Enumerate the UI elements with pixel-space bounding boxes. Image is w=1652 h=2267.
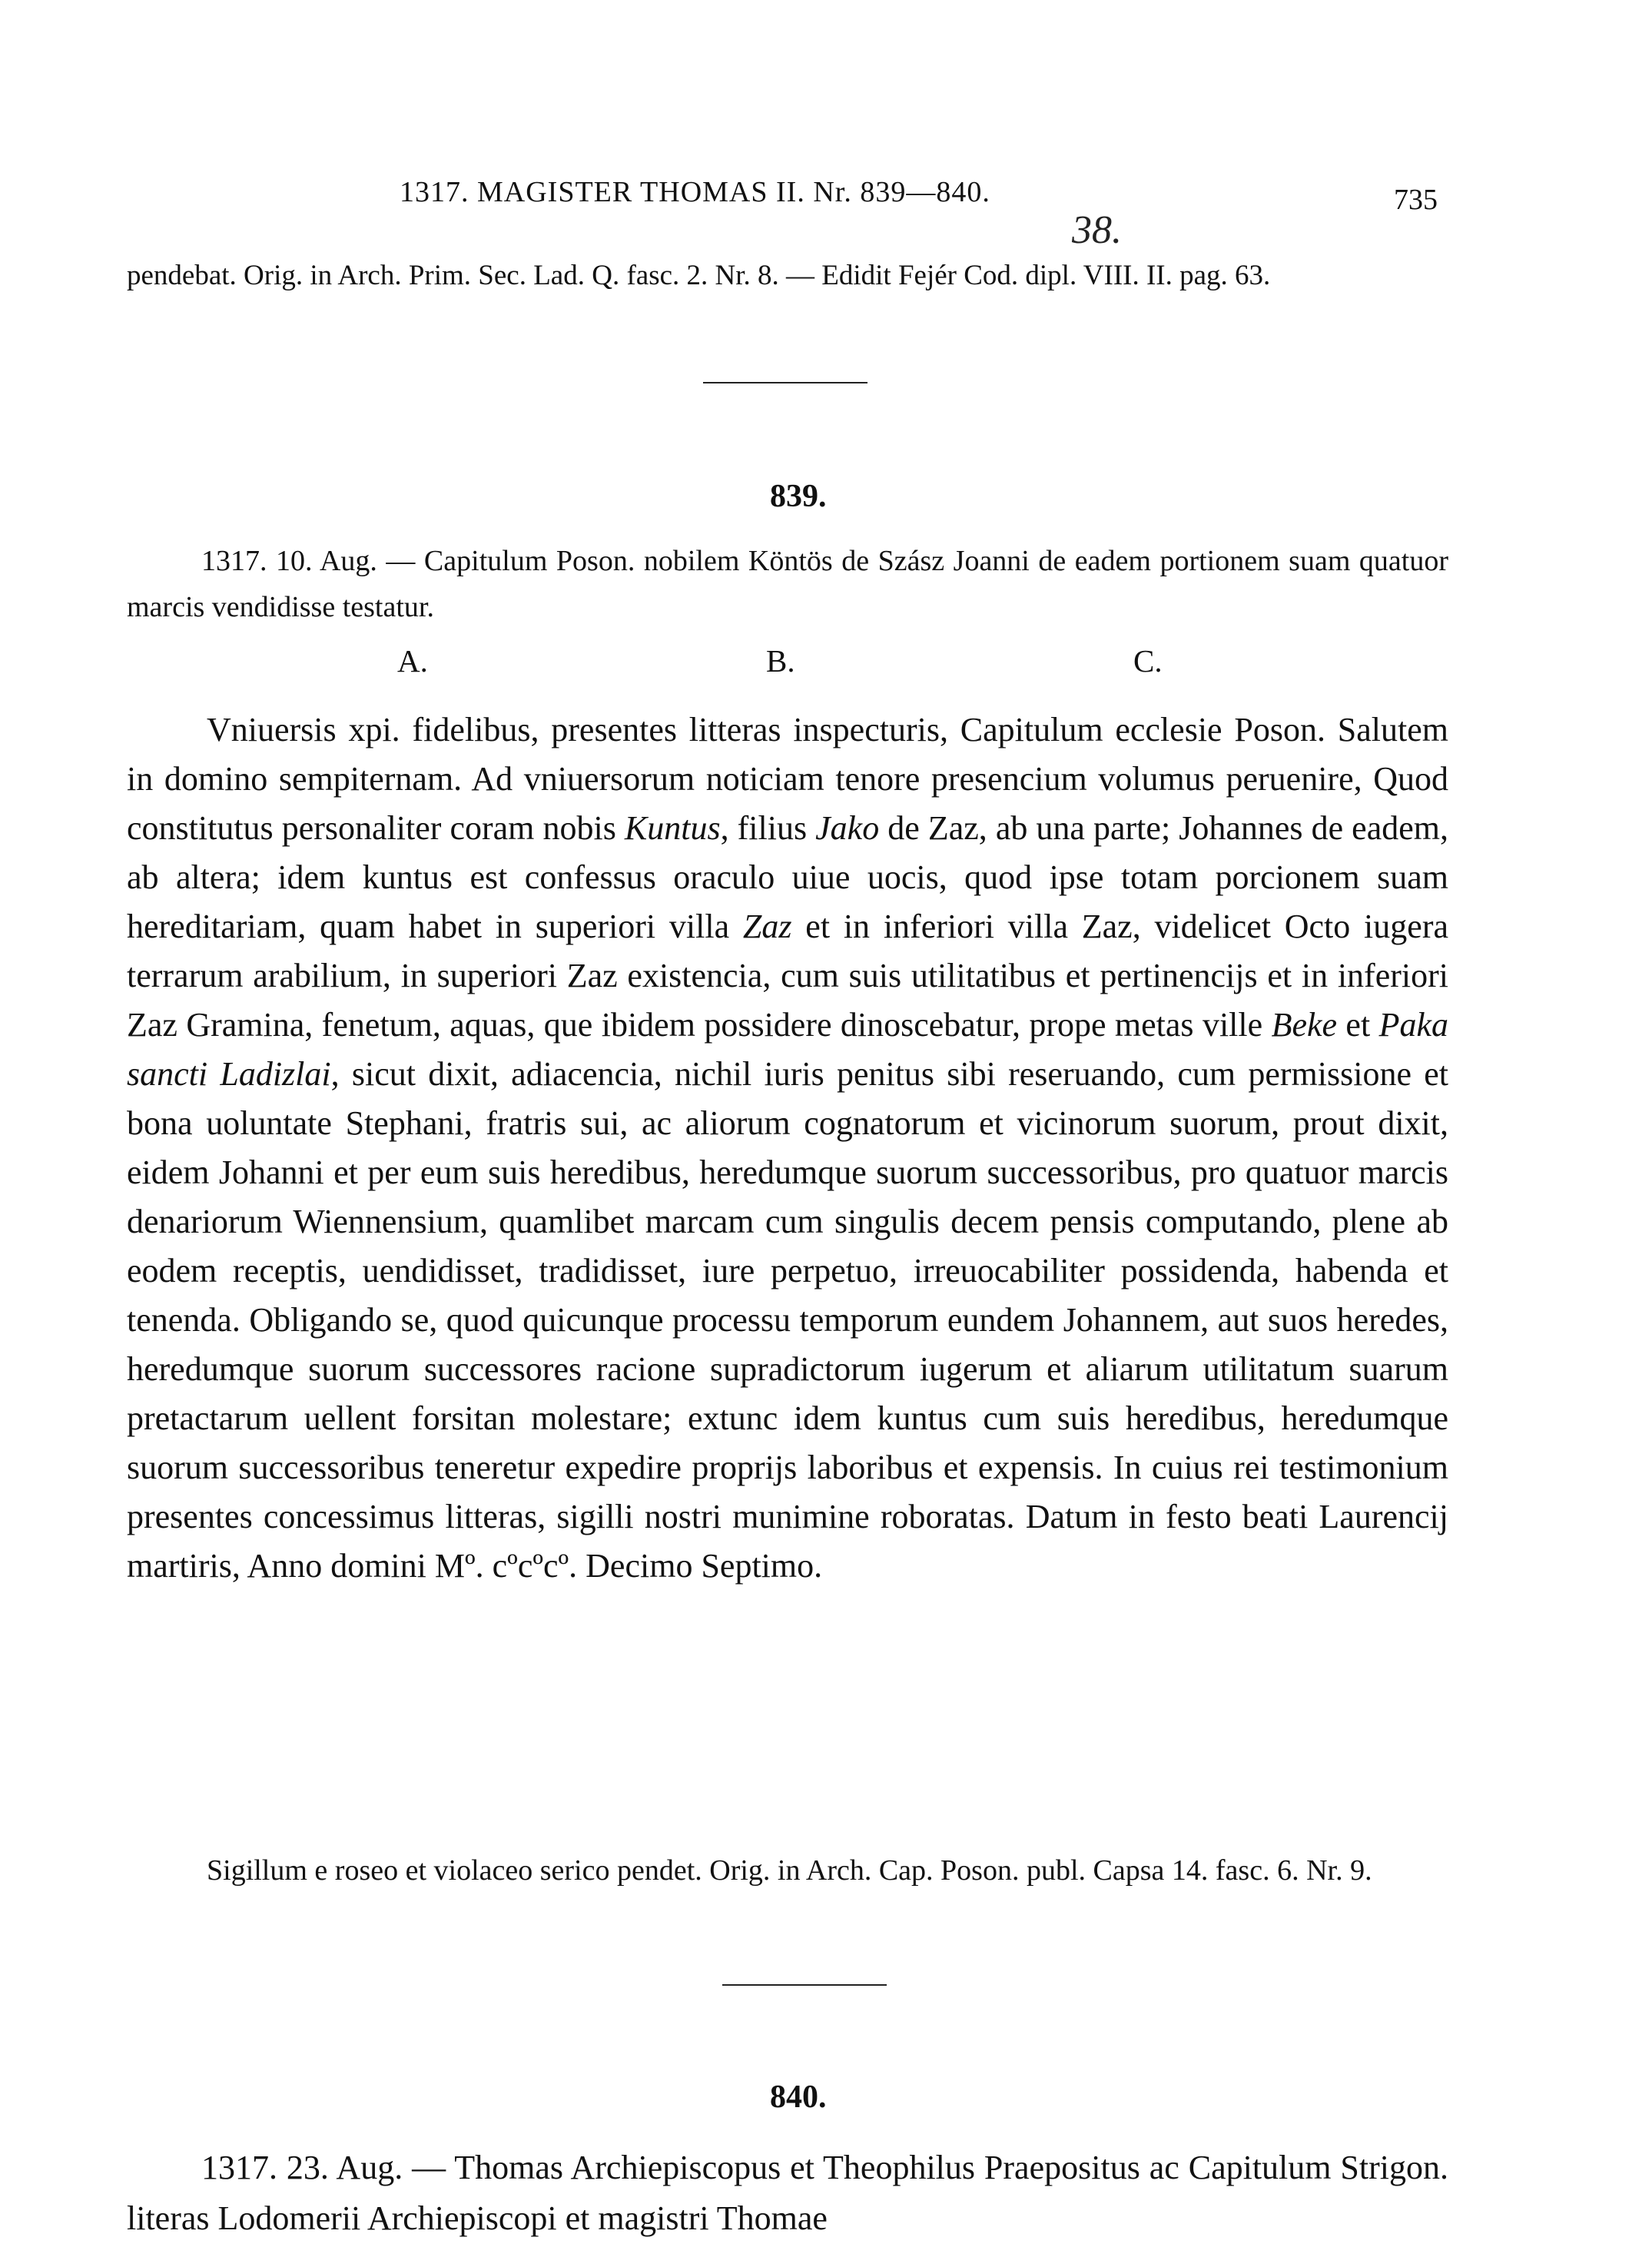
text-segment: et <box>1337 1006 1379 1044</box>
person-name-jako: Jako <box>815 809 880 847</box>
previous-document-note: pendebat. Orig. in Arch. Prim. Sec. Lad. Q. fasc. 2. Nr. 8. — Edidit Fejér Cod. dipl. VIII. II. pag. 63. <box>127 260 1271 291</box>
handwritten-annotation: 38. <box>1072 208 1122 252</box>
place-name-zaz: Zaz <box>742 908 792 945</box>
section-divider <box>703 382 867 383</box>
copy-label-b: B. <box>766 643 795 679</box>
copy-label-a: A. <box>397 643 428 679</box>
text-segment: , sicut dixit, adiacencia, nichil iuris penitus sibi reseruando, cum permissione et bona uoluntate Stephani, fratris sui, ac aliorum cognatorum et vicinorum suorum, prout dixit, eidem Johanni et per eum suis heredibus, heredumque suorum successoribus, pro quatuor marcis denariorum Wiennensium, quamlibet marcam cum singulis decem pensis computando, plene ab eodem receptis, uendidisset, tradidisset, iure perpetuo, irreuocabiliter possidenda, habenda et tenenda. Obligando se, quod quicunque processu temporum eundem Johannem, aut suos heredes, heredumque suorum successores racione supradictorum iugerum et aliarum utilitatum suarum pretactarum uellent forsitan molestare; extunc idem kuntus cum suis heredibus, heredumque suorum successoribus teneretur expedire proprijs laboribus et expensis. In cuius rei testimonium presentes concessimus litteras, sigilli nostri munimine roboratas. Datum in festo beati Laurencij martiris, Anno domini Mº. cºcºcº. Decimo Septimo. <box>127 1055 1449 1585</box>
copy-label-c: C. <box>1133 643 1163 679</box>
regest-840: 1317. 23. Aug. — Thomas Archiepiscopus et Theophilus Praepositus ac Capitulum Strigon. literas Lodomerii Archiepiscopi et magistri Thomae <box>127 2149 1448 2237</box>
charter-text-839 <box>127 705 1448 1591</box>
regest-839: 1317. 10. Aug. — Capitulum Poson. nobilem Köntös de Szász Joanni de eadem portionem suam quatuor marcis vendidisse testatur. <box>127 545 1448 623</box>
text-segment: et in inferiori villa Zaz, videlicet Octo iugera terrarum arabilium, in superiori Zaz existencia, cum suis utilitatibus et pertinencijs et in inferiori Zaz Gramina, fenetum, aquas, que ibidem possidere dinoscebatur, prope metas ville <box>127 908 1448 1044</box>
text-segment: Vniuersis xpi. fidelibus, presentes litteras inspecturis, Capitulum ecclesie Poson. Salutem in domino sempiternam. Ad vniuersorum noticiam tenore presencium volumus peruenire, Quod constitutus personaliter coram nobis <box>127 711 1448 847</box>
document-number-839: 839. <box>770 479 827 514</box>
document-number-840: 840. <box>770 2079 827 2115</box>
seal-note-839: Sigillum e roseo et violaceo serico pendet. Orig. in Arch. Cap. Poson. publ. Capsa 14. fasc. 6. Nr. 9. <box>207 1854 1372 1887</box>
place-name-paka: Paka sancti Ladizlai <box>127 1006 1448 1093</box>
page-number: 735 <box>1394 184 1438 216</box>
place-name-beke: Beke <box>1271 1006 1338 1044</box>
section-divider <box>722 1984 887 1986</box>
text-segment: , filius <box>720 809 816 847</box>
text-segment: de Zaz, ab una parte; Johannes de eadem, ab altera; idem kuntus est confessus oraculo uiue uocis, quod ipse totam porcionem suam hereditariam, quam habet in superiori villa <box>127 809 1448 945</box>
person-name-kuntus: Kuntus <box>624 809 721 847</box>
running-head: 1317. MAGISTER THOMAS II. Nr. 839—840. <box>400 176 990 208</box>
